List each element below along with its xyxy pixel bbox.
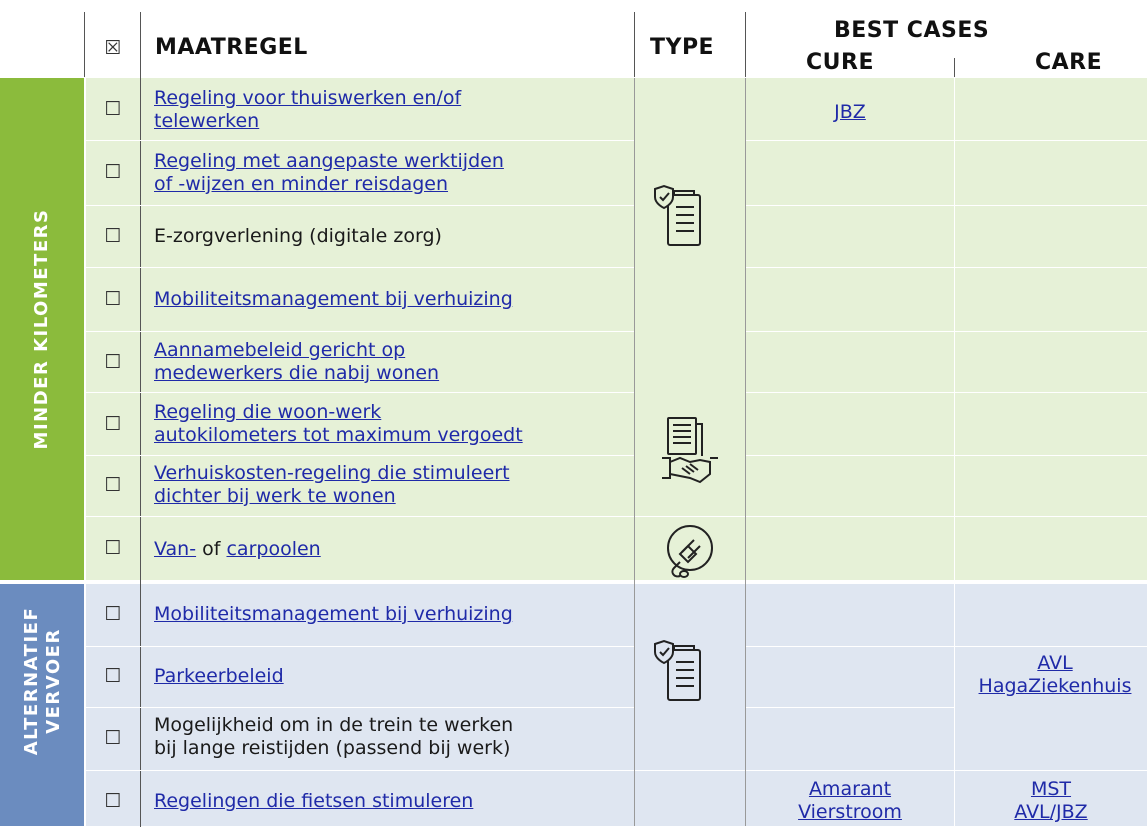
row-checkbox[interactable]: ☐ (104, 603, 122, 625)
col-divider (745, 78, 746, 826)
care-mst-link[interactable]: MST (1030, 778, 1072, 800)
row-8-of: of (196, 538, 227, 560)
row-sep (86, 140, 634, 141)
row-5-link-line2[interactable]: medewerkers die nabij wonen (154, 362, 440, 384)
row-sep (86, 770, 1147, 771)
row-5-text[interactable] (154, 339, 439, 385)
row-3-text: E-zorgverlening (digitale zorg) (154, 225, 442, 247)
row-checkbox[interactable]: ☐ (104, 665, 122, 687)
cure-jbz-link[interactable]: JBZ (834, 101, 866, 123)
row-12-link[interactable]: Regelingen die fietsen stimuleren (154, 790, 474, 812)
row-sep (746, 455, 1147, 456)
header-maatregel: MAATREGEL (155, 35, 308, 60)
row-9-text[interactable] (154, 603, 513, 626)
row-8-text (154, 538, 321, 561)
band-alternatief-vervoer (0, 584, 84, 826)
care-avl-jbz-link[interactable]: AVL/JBZ (1014, 801, 1088, 823)
col-divider (954, 78, 955, 826)
row-4-text[interactable] (154, 288, 513, 311)
header-checkbox[interactable]: ☒ (104, 37, 122, 59)
row-9-link[interactable]: Mobiliteitsmanagement bij verhuizing (154, 603, 513, 625)
row-sep (86, 267, 634, 268)
row-checkbox[interactable]: ☐ (104, 474, 122, 496)
row-sep (86, 707, 634, 708)
row-sep (746, 331, 1147, 332)
handshake-document-icon (660, 416, 720, 488)
row-7-text[interactable] (154, 462, 510, 508)
header-divider-3 (634, 12, 635, 77)
row-5-link-line1[interactable]: Aannamebeleid gericht op (154, 339, 406, 361)
row-11-text (154, 714, 513, 760)
row-4-link[interactable]: Mobiliteitsmanagement bij verhuizing (154, 288, 513, 310)
row-checkbox[interactable]: ☐ (104, 98, 122, 120)
header-best-cases: BEST CASES (834, 18, 990, 43)
row-12-cure-links[interactable] (746, 778, 954, 824)
col-divider (634, 78, 635, 826)
row-sep (86, 331, 634, 332)
row-6-link-line1[interactable]: Regeling die woon-werk (154, 401, 382, 423)
row-sep (746, 516, 1147, 517)
row-2-link-line1[interactable]: Regeling met aangepaste werktijden (154, 150, 504, 172)
row-6-link-line2[interactable]: autokilometers tot maximum vergoedt (154, 424, 523, 446)
row-sep (86, 205, 634, 206)
row-sep (746, 140, 1147, 141)
ev-plug-icon (660, 522, 720, 582)
cure-amarant-link[interactable]: Amarant (808, 778, 892, 800)
row-1-text[interactable] (154, 87, 461, 133)
row-sep (746, 707, 954, 708)
row-2-text[interactable] (154, 150, 504, 196)
row-checkbox[interactable]: ☐ (104, 288, 122, 310)
row-checkbox[interactable]: ☐ (104, 351, 122, 373)
row-sep (86, 646, 634, 647)
row-10-care-links[interactable] (955, 652, 1147, 698)
row-7-link-line2[interactable]: dichter bij werk te wonen (154, 485, 396, 507)
row-sep (746, 392, 1147, 393)
band-alt-label-1: ALTERNATIEF (21, 606, 42, 756)
row-sep (746, 205, 1147, 206)
green-care-col (955, 78, 1147, 580)
cure-vierstroom-link[interactable]: Vierstroom (798, 801, 902, 823)
row-10-text[interactable] (154, 665, 284, 688)
header-divider-4 (745, 12, 746, 77)
row-checkbox[interactable]: ☐ (104, 727, 122, 749)
row-checkbox[interactable]: ☐ (104, 790, 122, 812)
row-10-link[interactable]: Parkeerbeleid (154, 665, 284, 687)
row-sep (746, 267, 1147, 268)
row-7-link-line1[interactable]: Verhuiskosten-regeling die stimuleert (154, 462, 510, 484)
row-sep (746, 646, 1147, 647)
row-1-link-line2[interactable]: telewerken (154, 110, 260, 132)
header-care: CARE (1035, 50, 1103, 75)
row-8-link-van[interactable]: Van- (154, 538, 197, 560)
row-sep (86, 455, 634, 456)
header-type: TYPE (650, 35, 715, 60)
shield-document-icon (652, 185, 712, 253)
header-cure: CURE (806, 50, 874, 75)
row-1-cure-link[interactable] (746, 101, 954, 124)
row-1-link-line1[interactable]: Regeling voor thuiswerken en/of (154, 87, 462, 109)
row-8-link-carpoolen[interactable]: carpoolen (226, 538, 321, 560)
band-minder-label: MINDER KILOMETERS (31, 208, 52, 450)
row-checkbox[interactable]: ☐ (104, 537, 122, 559)
row-checkbox[interactable]: ☐ (104, 225, 122, 247)
care-haga-link[interactable]: HagaZiekenhuis (978, 675, 1132, 697)
green-type-col (635, 78, 745, 580)
row-12-text[interactable] (154, 790, 473, 813)
row-checkbox[interactable]: ☐ (104, 161, 122, 183)
row-12-care-links[interactable] (955, 778, 1147, 824)
header-divider-1 (84, 12, 85, 77)
care-avl-link[interactable]: AVL (1037, 652, 1073, 674)
row-11-line1: Mogelijkheid om in de trein te werken (154, 714, 514, 736)
band-minder-kilometers (0, 78, 84, 580)
row-11-line2: bij lange reistijden (passend bij werk) (154, 737, 511, 759)
row-checkbox[interactable]: ☐ (104, 413, 122, 435)
band-alt-label-2: VERVOER (43, 628, 64, 734)
green-checkbox-col (86, 78, 140, 580)
row-sep (86, 392, 634, 393)
row-6-text[interactable] (154, 401, 523, 447)
header-divider-5 (954, 58, 955, 77)
row-sep (86, 516, 745, 517)
shield-document-icon (652, 640, 712, 708)
row-2-link-line2[interactable]: of -wijzen en minder reisdagen (154, 173, 449, 195)
green-cure-col (746, 78, 954, 580)
